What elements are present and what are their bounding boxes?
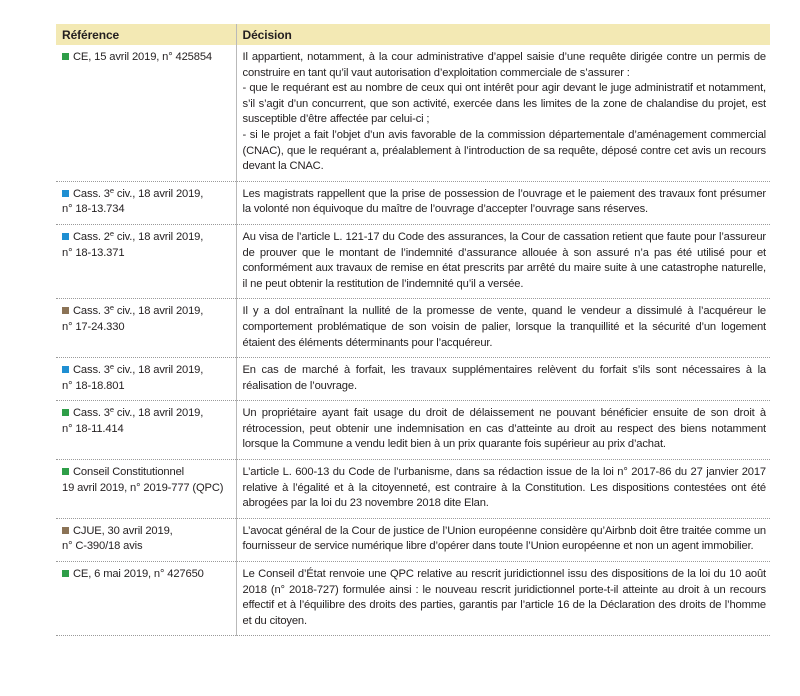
reference-line: n° 18-13.371: [62, 246, 125, 259]
reference-line: n° 17-24.330: [62, 320, 125, 333]
reference-line: Cass. 2e civ., 18 avril 2019,: [62, 230, 232, 246]
reference-line: n° C-390/18 avis: [62, 540, 143, 553]
reference-cell: [56, 460, 236, 519]
square-bullet-icon: [62, 307, 69, 314]
table-row: [56, 299, 770, 358]
square-bullet-icon: [62, 409, 69, 416]
decision-cell: L’article L. 600-13 du Code de l’urbanisme, dans sa rédaction issue de la loi n° 2017-86 du 27 janvier 2017 relative à l’égalité et à la citoyenneté, est contraire à la Constitution. Les dispositions contestées ont été abrogées par la loi du 23 novembre 2018 dite Elan.: [236, 460, 770, 519]
reference-cell: [56, 181, 236, 224]
reference-line: Cass. 3e civ., 18 avril 2019,: [62, 304, 232, 320]
table-row: [56, 45, 770, 181]
reference-line: 19 avril 2019, n° 2019-777 (QPC): [62, 481, 224, 494]
reference-line: Cass. 3e civ., 18 avril 2019,: [62, 363, 232, 379]
decision-cell: Au visa de l’article L. 121-17 du Code des assurances, la Cour de cassation retient que faute pour l’assureur de prouver que le montant de l’indemnité d’assurance allouée à son assuré n’a pas été utilisé pour et conformément aux travaux de remise en état prescrits par arrêté du maire suite à une catastrophe naturelle, il ne peut obtenir la restitution de l’indemnité qu’il a versée.: [236, 224, 770, 298]
table-row: [56, 358, 770, 401]
table-row: [56, 518, 770, 561]
decision-cell: L’avocat général de la Cour de justice de l’Union européenne considère qu’Airbnb doit être traitée comme un fournisseur de service numérique libre d’opérer dans toute l’Union européenne et non un agent immobilier.: [236, 518, 770, 561]
decision-cell: En cas de marché à forfait, les travaux supplémentaires relèvent du forfait s’ils sont nécessaires à la réalisation de l’ouvrage.: [236, 358, 770, 401]
reference-line: CE, 6 mai 2019, n° 427650: [62, 567, 232, 583]
decision-cell: Il y a dol entraînant la nullité de la promesse de vente, quand le vendeur a dissimulé à l’acquéreur le comportement problématique de son voisin de palier, lorsque la tranquillité et la sécurité d’un logement étaient des éléments déterminants pour l’acquéreur.: [236, 299, 770, 358]
reference-line: Conseil Constitutionnel: [62, 465, 232, 481]
square-bullet-icon: [62, 468, 69, 475]
reference-line: Cass. 3e civ., 18 avril 2019,: [62, 187, 232, 203]
reference-line: CJUE, 30 avril 2019,: [62, 524, 232, 540]
reference-cell: [56, 401, 236, 460]
square-bullet-icon: [62, 233, 69, 240]
reference-line: n° 18-18.801: [62, 379, 125, 392]
decision-cell: Les magistrats rappellent que la prise de possession de l’ouvrage et le paiement des travaux font présumer la volonté non équivoque du maître de l’ouvrage d’accepter l’ouvrage sans réserves.: [236, 181, 770, 224]
table-row: [56, 460, 770, 519]
table-row: [56, 562, 770, 636]
reference-cell: [56, 358, 236, 401]
square-bullet-icon: [62, 53, 69, 60]
decisions-table: [56, 24, 770, 636]
reference-cell: [56, 518, 236, 561]
table-header-row: [56, 24, 770, 45]
decision-cell: Il appartient, notamment, à la cour administrative d’appel saisie d’une requête dirigée contre un permis de construire en tant qu’il vaut autorisation d’exploitation commerciale de s’assurer : - que le requérant est au nombre de ceux qui ont intérêt pour agir devant le juge administratif et notamment, s’il s’agit d’un concurrent, que son activité, exercée dans les limites de la zone de chalandise du projet, est susceptible d’être affectée par celui-ci ; - si le projet a fait l’objet d’un avis favorable de la commission départementale d’aménagement commercial (CNAC), que le requérant a, préalablement à l’introduction de sa requête, déposé contre cet avis un recours devant la CNAC.: [236, 45, 770, 181]
reference-line: n° 18-11.414: [62, 422, 124, 435]
reference-line: Cass. 3e civ., 18 avril 2019,: [62, 406, 232, 422]
square-bullet-icon: [62, 366, 69, 373]
square-bullet-icon: [62, 527, 69, 534]
decisions-table-wrapper: [56, 24, 770, 636]
table-row: [56, 401, 770, 460]
table-row: [56, 181, 770, 224]
header-reference: Référence: [56, 24, 236, 45]
decision-cell: Un propriétaire ayant fait usage du droit de délaissement ne pouvant bénéficier ensuite de son droit à rétrocession, peut obtenir une indemnisation en cas d’atteinte au droit au respect des biens notamment lorsque la Commune a vendu ledit bien à un prix quarante fois supérieur au prix d’achat.: [236, 401, 770, 460]
reference-cell: [56, 299, 236, 358]
square-bullet-icon: [62, 570, 69, 577]
reference-cell: [56, 45, 236, 181]
square-bullet-icon: [62, 190, 69, 197]
decision-cell: Le Conseil d’État renvoie une QPC relative au rescrit juridictionnel issu des dispositions de la loi du 10 août 2018 (n° 2018-727) formulée ainsi : le nouveau rescrit juridictionnel porte-t-il atteinte au droit à un recours effectif et à l’équilibre des droits des parties, garantis par l’article 16 de la Déclaration des droits de l’homme et du citoyen.: [236, 562, 770, 636]
reference-cell: [56, 224, 236, 298]
reference-cell: [56, 562, 236, 636]
table-row: [56, 224, 770, 298]
reference-line: CE, 15 avril 2019, n° 425854: [62, 50, 232, 66]
table-body: [56, 45, 770, 636]
header-decision: Décision: [236, 24, 770, 45]
reference-line: n° 18-13.734: [62, 203, 125, 216]
